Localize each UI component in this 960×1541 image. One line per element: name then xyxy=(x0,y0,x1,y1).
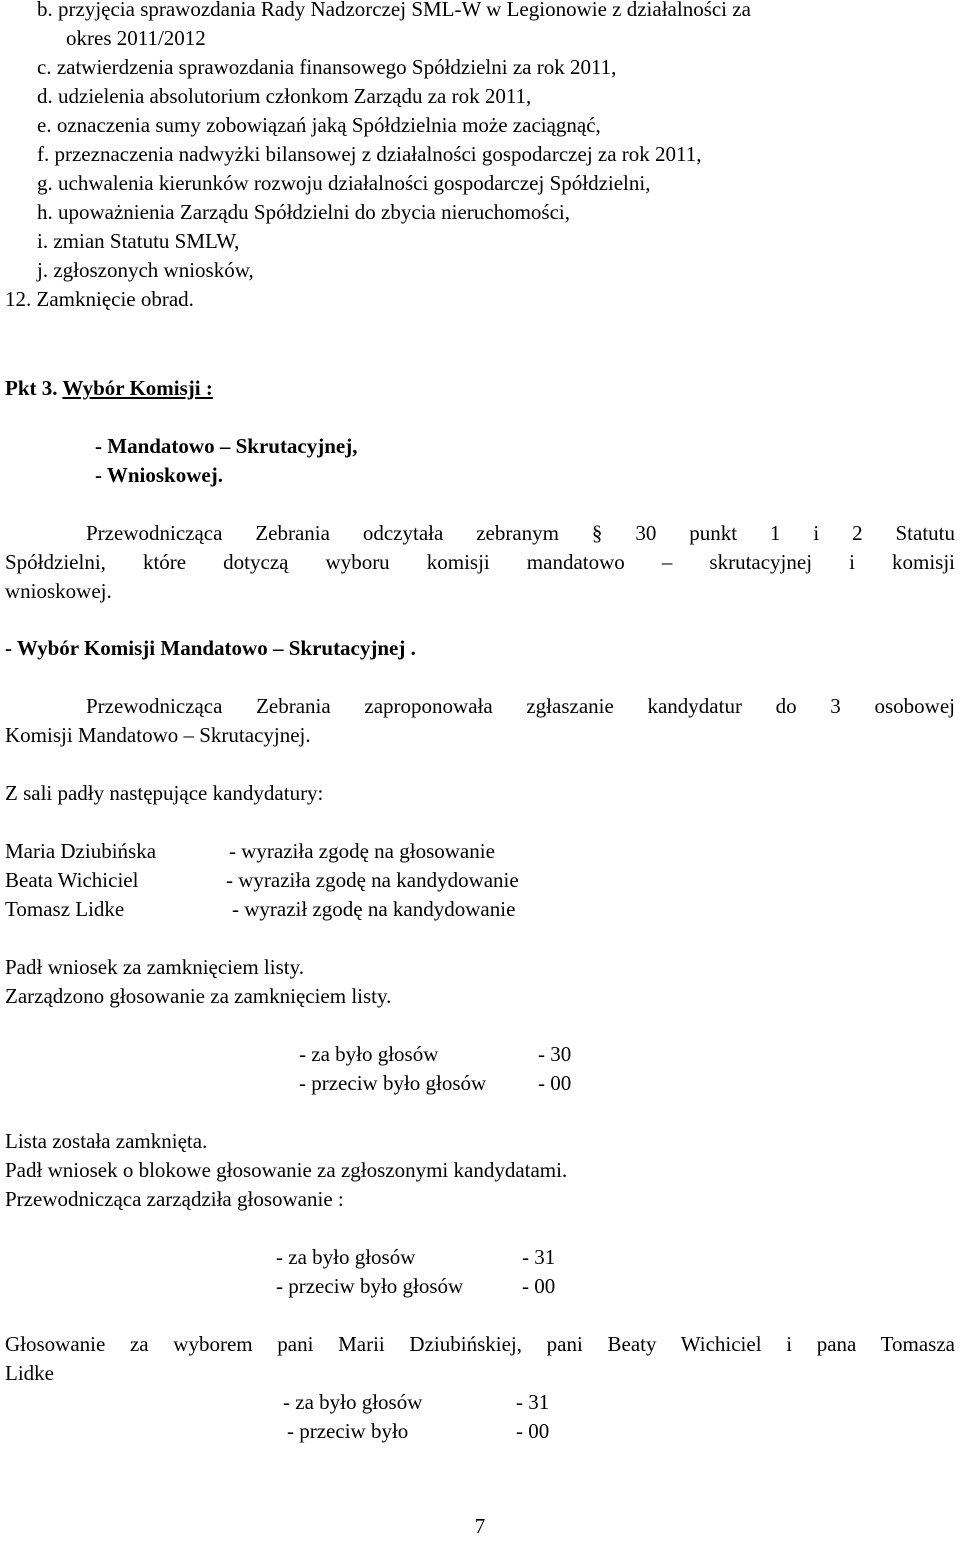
candidate-name: Maria Dziubińska xyxy=(5,839,157,863)
final-line2: Lidke xyxy=(5,1361,54,1385)
motion2-line3: Przewodnicząca zarządziła głosowanie : xyxy=(5,1187,344,1211)
para2-line2: Komisji Mandatowo – Skrutacyjnej. xyxy=(5,723,311,747)
para1-line1 xyxy=(86,519,955,548)
motion1-line2: Zarządzono głosowanie za zamknięciem listy. xyxy=(5,984,392,1008)
motion2-line2: Padł wniosek o blokowe głosowanie za zgłoszonymi kandydatami. xyxy=(5,1158,568,1182)
para2-line1: Przewodnicząca Zebrania zaproponowała zgłaszanie kandydatur do 3 osobowej xyxy=(86,694,955,718)
agenda-item-c: c. zatwierdzenia sprawozdania finansowego Spółdzielni za rok 2011, xyxy=(37,55,617,79)
motion1-line1: Padł wniosek za zamknięciem listy. xyxy=(5,955,304,979)
page-number: 7 xyxy=(474,1514,486,1538)
vote3-against-value: - 00 xyxy=(516,1419,550,1443)
section-sign: § xyxy=(591,521,603,545)
agenda-item-b: b. przyjęcia sprawozdania Rady Nadzorczej SML-W w Legionowie z działalności za xyxy=(37,0,751,21)
agenda-item-i: i. zmian Statutu SMLW, xyxy=(37,229,240,253)
vote1-against-label: - przeciw było głosów xyxy=(299,1071,487,1095)
vote3-for-label: - za było głosów xyxy=(283,1390,423,1414)
vote2-for-label: - za było głosów xyxy=(276,1245,416,1269)
candidate-name: Beata Wichiciel xyxy=(5,868,139,892)
para1-line2: Spółdzielni, które dotyczą wyboru komisji mandatowo – skrutacyjnej i komisji xyxy=(5,550,955,574)
vote1-for-value: - 30 xyxy=(538,1042,572,1066)
para1-line1-text-a: Przewodnicząca Zebrania odczytała zebranym xyxy=(86,521,559,545)
pkt3-sub-mandatowo: - Mandatowo – Skrutacyjnej, xyxy=(95,434,358,458)
agenda-item-g: g. uchwalenia kierunków rozwoju działalności gospodarczej Spółdzielni, xyxy=(37,171,651,195)
para1-line1-text-b: 30 punkt 1 i 2 Statutu xyxy=(635,521,956,545)
agenda-item-h: h. upoważnienia Zarządu Spółdzielni do zbycia nieruchomości, xyxy=(37,200,570,224)
para1-line3: wnioskowej. xyxy=(5,579,112,603)
vote1-against-value: - 00 xyxy=(538,1071,572,1095)
vote2-against-label: - przeciw było głosów xyxy=(276,1274,464,1298)
candidate-note: - wyraził zgodę na kandydowanie xyxy=(232,897,516,921)
agenda-item-j: j. zgłoszonych wniosków, xyxy=(37,258,254,282)
candidate-note: - wyraziła zgodę na głosowanie xyxy=(229,839,495,863)
vote2-against-value: - 00 xyxy=(522,1274,556,1298)
agenda-item-b-continuation: okres 2011/2012 xyxy=(66,26,206,50)
final-line1: Głosowanie za wyborem pani Marii Dziubińskiej, pani Beaty Wichiciel i pana Tomasza xyxy=(5,1332,955,1356)
pkt3-sub-wnioskowej: - Wnioskowej. xyxy=(95,463,223,487)
candidate-name: Tomasz Lidke xyxy=(5,897,125,921)
vote3-against-label: - przeciw było xyxy=(287,1419,409,1443)
agenda-item-12: 12. Zamknięcie obrad. xyxy=(5,287,194,311)
pkt3-title: Wybór Komisji : xyxy=(62,376,213,400)
vote3-for-value: - 31 xyxy=(516,1390,550,1414)
pkt3-label: Pkt 3. xyxy=(5,376,58,400)
section-heading-mandatowo: - Wybór Komisji Mandatowo – Skrutacyjnej . xyxy=(5,636,416,660)
vote2-for-value: - 31 xyxy=(522,1245,556,1269)
candidate-note: - wyraziła zgodę na kandydowanie xyxy=(226,868,519,892)
agenda-item-d: d. udzielenia absolutorium członkom Zarządu za rok 2011, xyxy=(37,84,532,108)
agenda-item-e: e. oznaczenia sumy zobowiązań jaką Spółdzielnia może zaciągnąć, xyxy=(37,113,601,137)
vote1-for-label: - za było głosów xyxy=(299,1042,439,1066)
pkt3-heading xyxy=(5,374,213,403)
agenda-item-f: f. przeznaczenia nadwyżki bilansowej z działalności gospodarczej za rok 2011, xyxy=(37,142,702,166)
motion2-line1: Lista została zamknięta. xyxy=(5,1129,208,1153)
candidates-intro: Z sali padły następujące kandydatury: xyxy=(5,781,324,805)
